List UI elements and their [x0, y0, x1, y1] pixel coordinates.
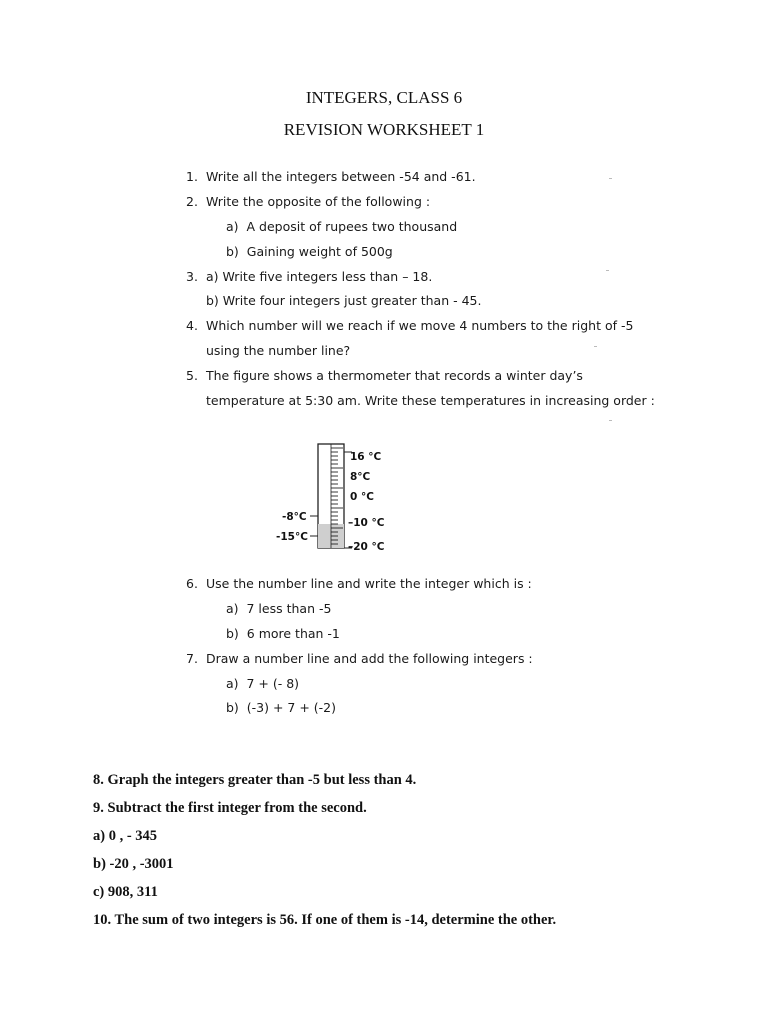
- question-6: [186, 576, 532, 591]
- question-2-part-b: [226, 244, 393, 259]
- question-7-part-b: [226, 700, 336, 715]
- question-text: Use the number line and write the integer which is :: [206, 576, 532, 591]
- part-text: 7 less than -5: [246, 601, 332, 616]
- scan-speck: [606, 270, 609, 271]
- part-text: A deposit of rupees two thousand: [246, 219, 458, 234]
- thermo-label-16: 16 °C: [350, 451, 382, 463]
- thermometer-figure: [270, 438, 410, 558]
- part-text: 7 + (- 8): [246, 676, 300, 691]
- question-3: [186, 269, 432, 284]
- question-number: 6.: [186, 576, 198, 591]
- question-8: 8. Graph the integers greater than -5 but less than 4.: [93, 772, 417, 788]
- question-5-line-2: temperature at 5:30 am. Write these temperatures in increasing order :: [206, 393, 655, 408]
- question-7: [186, 651, 533, 666]
- question-9-part-a: a) 0 , - 345: [93, 828, 158, 844]
- question-4-line-2: using the number line?: [206, 343, 351, 358]
- question-4: [186, 318, 633, 333]
- question-5: [186, 368, 583, 383]
- thermo-reading-minus-15: -15°C: [276, 531, 308, 543]
- part-label: a): [226, 219, 239, 234]
- part-label: b): [226, 244, 239, 259]
- question-1: [186, 169, 476, 184]
- question-9: 9. Subtract the first integer from the second.: [93, 800, 367, 816]
- scan-speck: [609, 420, 612, 421]
- part-label: a): [226, 601, 239, 616]
- question-number: 3.: [186, 269, 198, 284]
- question-number: 2.: [186, 194, 198, 209]
- worksheet-title: INTEGERS, CLASS 6: [305, 88, 463, 107]
- thermo-label-minus-10: –10 °C: [348, 517, 385, 529]
- question-9-part-c: c) 908, 311: [93, 884, 158, 900]
- thermo-reading-minus-8: -8°C: [282, 511, 307, 523]
- part-text: Gaining weight of 500g: [246, 244, 393, 259]
- thermo-label-0: 0 °C: [350, 491, 374, 503]
- question-text: Which number will we reach if we move 4 numbers to the right of -5: [206, 318, 634, 333]
- thermo-label-minus-20: –20 °C: [348, 541, 385, 553]
- part-text: 6 more than -1: [246, 626, 340, 641]
- question-6-part-b: [226, 626, 340, 641]
- question-3-line-2: b) Write four integers just greater than - 45.: [206, 293, 482, 308]
- question-text: a) Write five integers less than – 18.: [206, 269, 433, 284]
- question-6-part-a: [226, 601, 331, 616]
- part-label: b): [226, 700, 239, 715]
- question-number: 5.: [186, 368, 198, 383]
- thermo-label-8: 8°C: [350, 471, 371, 483]
- part-text: (-3) + 7 + (-2): [246, 700, 336, 715]
- scan-speck: [609, 178, 612, 179]
- scan-speck: [594, 346, 597, 347]
- question-2-part-a: [226, 219, 457, 234]
- question-text: Write all the integers between -54 and -61.: [206, 169, 476, 184]
- question-number: 4.: [186, 318, 198, 333]
- question-7-part-a: [226, 676, 299, 691]
- question-text: Write the opposite of the following :: [206, 194, 431, 209]
- question-number: 1.: [186, 169, 198, 184]
- question-text: Draw a number line and add the following integers :: [206, 651, 533, 666]
- question-2: [186, 194, 430, 209]
- question-9-part-b: b) -20 , -3001: [93, 856, 174, 872]
- part-label: b): [226, 626, 239, 641]
- worksheet-subtitle: REVISION WORKSHEET 1: [283, 120, 485, 139]
- part-label: a): [226, 676, 239, 691]
- question-10: 10. The sum of two integers is 56. If one of them is -14, determine the other.: [93, 912, 557, 928]
- question-number: 7.: [186, 651, 198, 666]
- question-text: The figure shows a thermometer that records a winter day’s: [206, 368, 583, 383]
